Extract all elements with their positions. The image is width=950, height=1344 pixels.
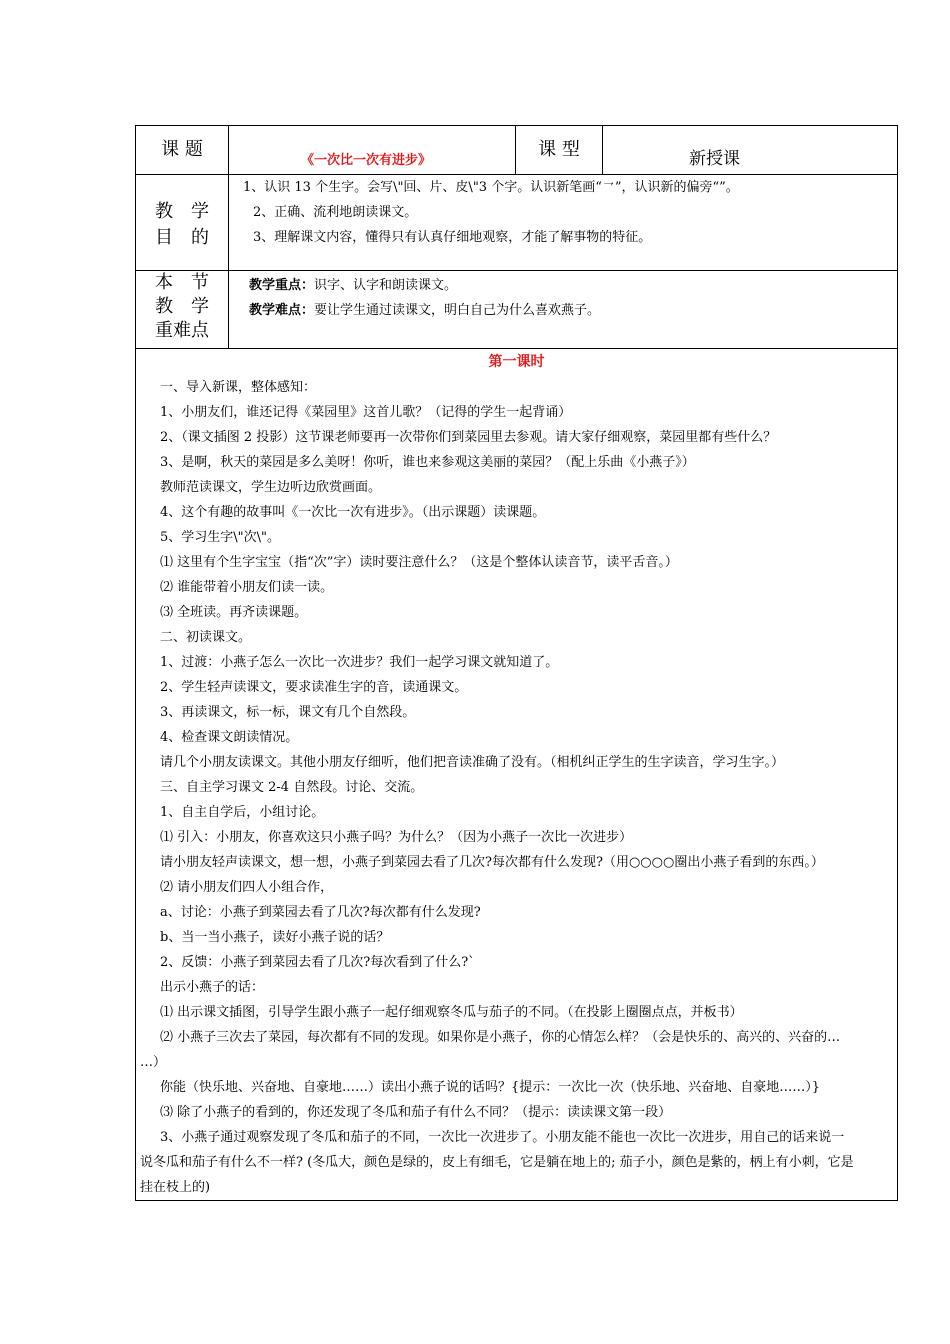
focus-line [229, 271, 897, 298]
lesson-title: 《一次比一次有进步》 [301, 153, 432, 168]
keypoints-row [136, 271, 898, 349]
lesson-line: 二、初读课文。 [160, 630, 252, 645]
header-row [136, 126, 898, 175]
lesson-line: 2、反馈：小燕子到菜园去看了几次?每次看到了什么?` [160, 955, 475, 970]
type-value: 新授课 [689, 149, 740, 169]
lesson-line: 1、小朋友们，谁还记得《菜园里》这首儿歌？（记得的学生一起背诵） [160, 405, 572, 420]
lesson-content-cell [136, 349, 898, 1201]
type-value-cell [603, 126, 898, 175]
difficulty-text: 要让学生通过读课文，明白自己为什么喜欢燕子。 [314, 303, 601, 318]
lesson-line: a、讨论：小燕子到菜园去看了几次?每次都有什么发现? [160, 905, 481, 920]
lesson-plan-table [135, 125, 898, 1201]
lesson-line: 你能（快乐地、兴奋地、自豪地……）读出小燕子说的话吗？{提示：一次比一次（快乐地、兴奋地、自豪地……）} [160, 1080, 821, 1095]
topic-label-cell [136, 126, 229, 175]
lesson-line: 2、学生轻声读课文，要求读准生字的音，读通课文。 [160, 680, 468, 695]
lesson-line: 4、这个有趣的故事叫《一次比一次有进步》。（出示课题）读课题。 [160, 505, 546, 520]
lesson-plan-document [135, 125, 897, 1201]
keypoints-label-cell [136, 271, 229, 349]
type-label: 课 型 [538, 139, 580, 160]
goals-row [136, 175, 898, 271]
lesson-line: 说冬瓜和茄子有什么不一样? (冬瓜大，颜色是绿的，皮上有细毛，它是躺在地上的; 茄子小，颜色是紫的，柄上有小刺，它是 [140, 1155, 854, 1170]
lesson-line: 请几个小朋友读课文。其他小朋友仔细听，他们把音读准确了没有。（相机纠正学生的生字读音，学习生字。） [160, 755, 785, 770]
type-label-cell [516, 126, 603, 175]
topic-title-cell [229, 126, 516, 175]
lesson-lines [136, 375, 897, 1200]
goals-content-cell [229, 175, 898, 271]
difficulty-line [229, 298, 897, 323]
focus-label: 教学重点： [249, 278, 315, 293]
topic-label: 课 题 [161, 139, 203, 160]
lesson-line: 教师范读课文，学生边听边欣赏画面。 [160, 480, 382, 495]
goals-label-1: 教 学 [155, 201, 209, 222]
lesson-line: ⑶ 除了小燕子的看到的，你还发现了冬瓜和茄子有什么不同？（提示：读读课文第一段） [160, 1105, 672, 1120]
goals-label-cell [136, 175, 229, 271]
goals-label-2: 目 的 [155, 227, 209, 248]
lesson-line: 出示小燕子的话： [160, 980, 265, 995]
goal-item-3: 3、理解课文内容，懂得只有认真仔细地观察，才能了解事物的特征。 [253, 230, 652, 245]
lesson-line: 1、自主自学后，小组讨论。 [160, 805, 325, 820]
focus-text: 识字、认字和朗读课文。 [314, 278, 458, 293]
lesson-line: 3、是啊，秋天的菜园是多么美呀！你听，谁也来参观这美丽的菜园？（配上乐曲《小燕子》） [160, 455, 695, 470]
lesson-line: ⑴ 这里有个生字宝宝（指“次”字）读时要注意什么？（这是个整体认读音节，读平舌音。） [160, 555, 678, 570]
lesson-line: 一、导入新课，整体感知： [160, 380, 317, 395]
lesson-line: 3、小燕子通过观察发现了冬瓜和茄子的不同，一次比一次进步了。小朋友能不能也一次比一次进步，用自己的话来说一 [160, 1130, 845, 1145]
lesson-line: 三、自主学习课文 2-4 自然段。讨论、交流。 [160, 780, 424, 795]
keypoints-label-3: 重难点 [155, 320, 209, 341]
lesson-line: 2、（课文插图 2 投影）这节课老师要再一次带你们到菜园里去参观。请大家仔细观察，菜园里都有些什么？ [160, 430, 777, 445]
lesson-line: ⑴ 出示课文插图，引导学生跟小燕子一起仔细观察冬瓜与茄子的不同。（在投影上圈圈点点，并板书） [160, 1005, 743, 1020]
lesson-line: ⑵ 请小朋友们四人小组合作， [160, 880, 334, 895]
lesson-line: 4、检查课文朗读情况。 [160, 730, 299, 745]
goal-item-2: 2、正确、流利地朗读课文。 [253, 205, 418, 220]
keypoints-content-cell [229, 271, 898, 349]
lesson-line: 请小朋友轻声读课文，想一想，小燕子到菜园去看了几次?每次都有什么发现?（用○○○○圈出小燕子看到的东西。） [160, 855, 824, 870]
lesson-section-title: 第一课时 [488, 354, 545, 370]
lesson-line: 3、再读课文，标一标，课文有几个自然段。 [160, 705, 416, 720]
difficulty-label: 教学难点： [249, 303, 315, 318]
lesson-line: b、当一当小燕子，读好小燕子说的话？ [160, 930, 390, 945]
lesson-line: 1、过渡：小燕子怎么一次比一次进步？我们一起学习课文就知道了。 [160, 655, 559, 670]
lesson-row [136, 349, 898, 1201]
lesson-line: ⑴ 引入：小朋友，你喜欢这只小燕子吗？为什么？（因为小燕子一次比一次进步） [160, 830, 633, 845]
lesson-line: ⑵ 谁能带着小朋友们读一读。 [160, 580, 334, 595]
lesson-line: …） [140, 1055, 167, 1070]
lesson-line: 挂在枝上的) [140, 1180, 211, 1195]
keypoints-label-1: 本 节 [155, 272, 209, 293]
lesson-line: ⑶ 全班读。再齐读课题。 [160, 605, 308, 620]
lesson-line: 5、学习生字\"次\"。 [160, 530, 280, 545]
keypoints-label-2: 教 学 [155, 296, 209, 317]
lesson-line: ⑵ 小燕子三次去了菜园，每次都有不同的发现。如果你是小燕子，你的心情怎么样？（会是快乐的、高兴的、兴奋的… [160, 1030, 841, 1045]
goal-item-1: 1、认识 13 个生字。会写\"回、片、皮\"3 个字。认识新笔画“㇖”，认识新的偏旁“”。 [243, 180, 739, 195]
